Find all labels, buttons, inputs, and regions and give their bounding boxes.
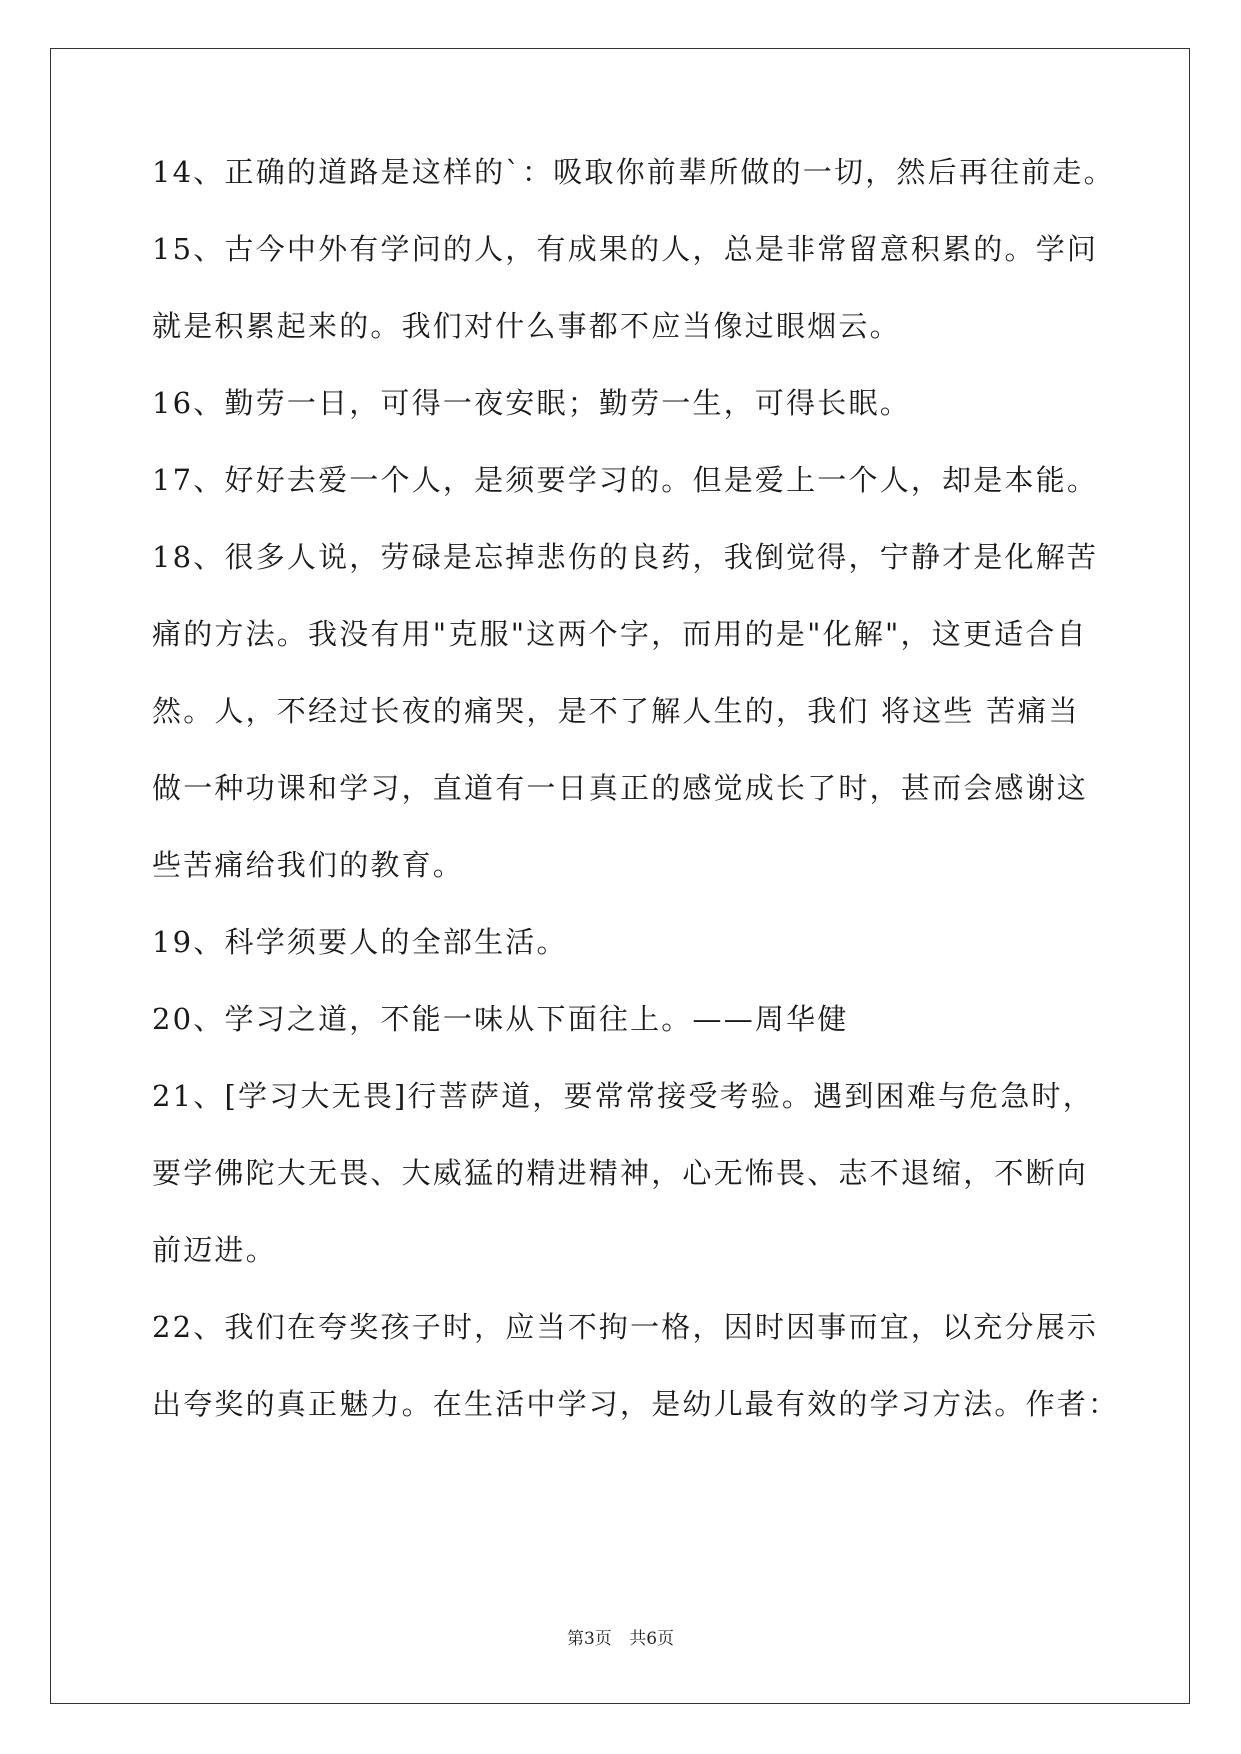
page-number: 第3页 bbox=[566, 1629, 612, 1649]
text-line: 19、科学须要人的全部生活。 bbox=[152, 925, 568, 959]
text-line: 要学佛陀大无畏、大威猛的精进精神，心无怖畏、志不退缩，不断向 bbox=[152, 1156, 1089, 1190]
text-line: 20、学习之道，不能一味从下面往上。——周华健 bbox=[152, 1002, 849, 1036]
text-line: 17、好好去爱一个人，是须要学习的。但是爱上一个人，却是本能。 bbox=[152, 463, 1099, 497]
page-total: 共6页 bbox=[629, 1629, 675, 1649]
text-line: 做一种功课和学习，直道有一日真正的感觉成长了时，甚而会感谢这 bbox=[152, 771, 1089, 805]
text-line: 21、[学习大无畏]行菩萨道，要常常接受考验。遇到困难与危急时， bbox=[152, 1079, 1094, 1113]
text-line: 痛的方法。我没有用"克服"这两个字，而用的是"化解"，这更适合自 bbox=[152, 617, 1088, 651]
text-line: 18、很多人说，劳碌是忘掉悲伤的良药，我倒觉得，宁静才是化解苦 bbox=[152, 540, 1099, 574]
text-line: 些苦痛给我们的教育。 bbox=[152, 848, 465, 882]
text-line: 22、我们在夸奖孩子时，应当不拘一格，因时因事而宜，以充分展示 bbox=[152, 1310, 1099, 1344]
text-line: 14、正确的道路是这样的`：吸取你前辈所做的一切，然后再往前走。 bbox=[152, 155, 1115, 189]
text-line: 就是积累起来的。我们对什么事都不应当像过眼烟云。 bbox=[152, 309, 901, 343]
text-line: 16、勤劳一日，可得一夜安眠；勤劳一生，可得长眠。 bbox=[152, 386, 911, 420]
text-line: 出夸奖的真正魅力。在生活中学习，是幼儿最有效的学习方法。作者： bbox=[152, 1387, 1120, 1421]
text-line: 然。人，不经过长夜的痛哭，是不了解人生的，我们 将这些 苦痛当 bbox=[152, 694, 1080, 728]
page-footer bbox=[0, 1624, 1241, 1649]
text-line: 前迈进。 bbox=[152, 1233, 277, 1267]
text-line: 15、古今中外有学问的人，有成果的人，总是非常留意积累的。学问 bbox=[152, 232, 1099, 266]
